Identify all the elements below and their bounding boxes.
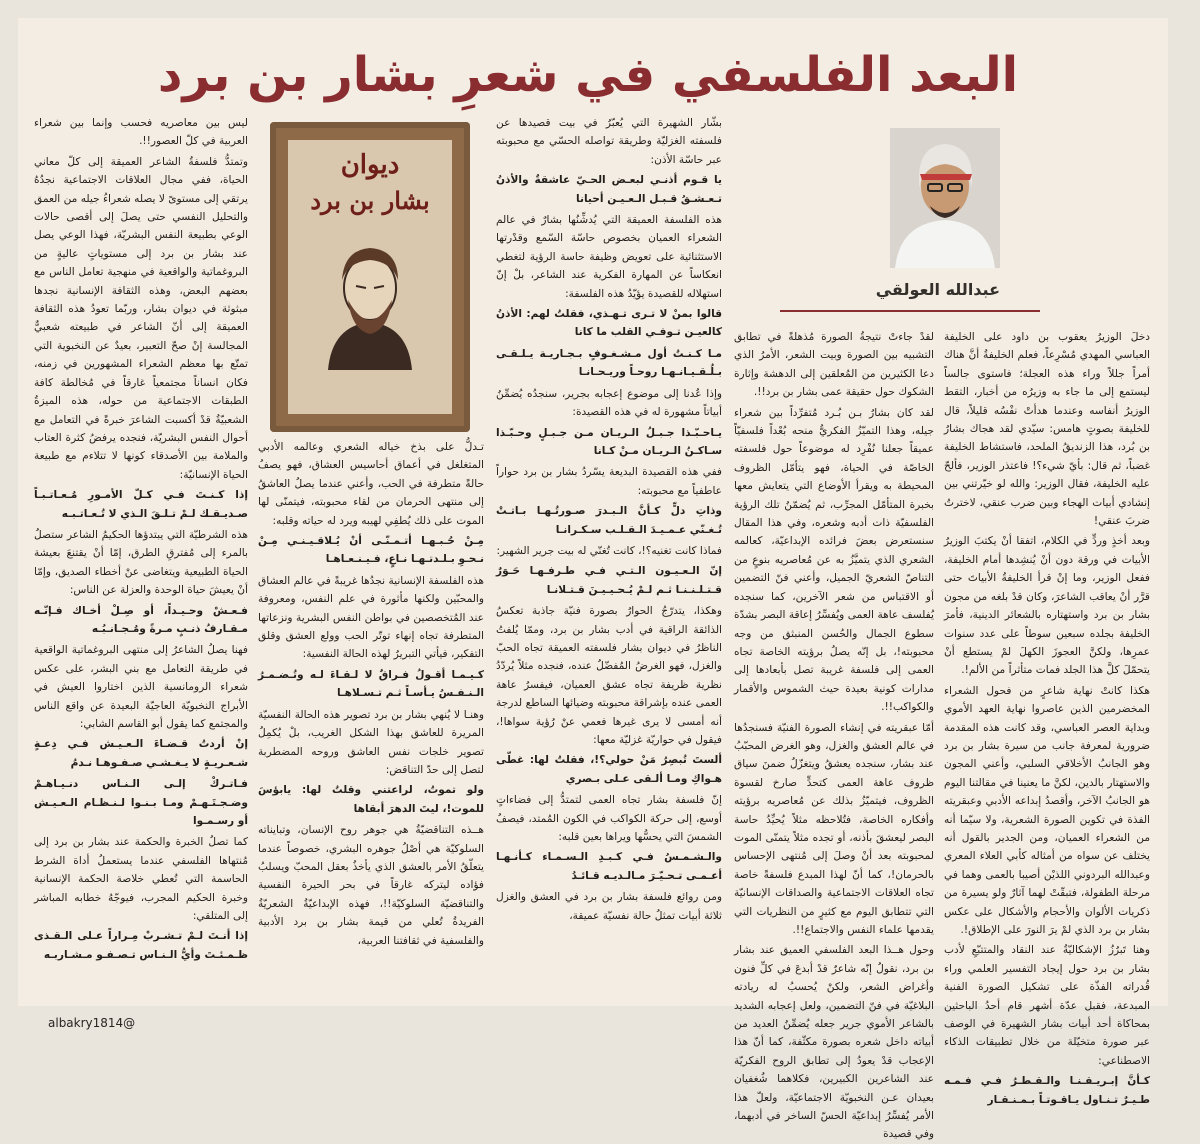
column-4: [258, 438, 484, 996]
article-paragraph: هــذه التناقضيّةُ هي جوهر روح الإنسان، وتبايناته السلوكيّة هي أصْلُ جوهره البشري، خصوصاً عندما يتعلّقُ الأمر بالعشق الذي يأخذُ بعقل المحبّ ويسلبُ فؤاده ليتركه غارقاً في بحر الحيرة النفسية والتناقضيّة السلوكيّة!!، فهذه الإبداعيّةُ الشعريّةُ الفريدةُ تُعلي من قيمة بشار بن برد الأدبية والفلسفية في ثقافتنا العربية،: [258, 824, 484, 947]
column-2: [734, 328, 934, 1141]
article-paragraph: وبعد أخذٍ وردٍّ في الكلام، اتفقا أنْ يكتبَ الوزيرُ الأبيات في ورقة دون أنْ يُنشِدها أمام الخليفة، ففعل الوزير، وما إنْ قرأ الخليفةُ الأبياتَ حتى قرَّر أنْ يعاقب الشاعرَ، وكان قدْ بلغه من مجون بشار بن برد واستهتاره بالشعائر الدينية، فأمرَ الخليفة بجلده سبعين سوطاً على عدد سنوات عمرِها، ولكنَّ العجوزَ الكهلَ لمْ يستطع أنْ يتحمّلَ كلَّ هذا الجلد فمات متأثراً من الألم!.: [944, 535, 1150, 677]
author-photo: [890, 128, 1000, 268]
poem-verse: والـشـمـسُ فـي كـبـدِ الـسـمـاء كـأنـهـا أعـمـى تـحـيّـرَ مـالـديـه قـائـدُ: [496, 851, 722, 882]
poem-verse: يـاحـبّـذا جـبـلُ الـريـان مـن جـبـلٍ وحـبّـذا سـاكـنُ الـريـان مـنْ كـانا: [496, 426, 722, 457]
article-headline: البعد الفلسفي في شعرِ بشار بن برد: [157, 47, 1019, 103]
poem-verse: مِـنْ حُـبـهـا أتـمـنّـى أنْ يُـلاقـيـنـي مِـنْ نـحـوِ بـلـدتـهـا نـاعٍ، فـيـنـعـاهـا: [258, 535, 484, 566]
poem-verse: كـيـمـا أقـولُ فـراقٌ لا لـقـاءَ لـه وتُـضـمـرُ الـنـفـسُ يـأسـاً ثـم تـسـلاهـا: [258, 668, 484, 700]
article-paragraph: دخلَ الوزيرُ يعقوب بن داود على الخليفة العباسي المهدي مُسْرِعاً، فعلم الخليفةُ أنَّ هناك أمراً جللاً وراء هذه العجلة؛ فاستوى جالساً ليستمع إلى ما جاء به وزيرُه من أخبار، التقط الوزيرُ أنفاسه وعندما هدأتْ نفْسُه قليلاً، قال للخليفة بصوتٍ هامس: سيّدي لقد هجاك بشارُ بن بُرد، هذا الزنديقُ الملحد، فاستشاط الخليفة غضباً، ثم قال: بأيّ شيء؟! فاعتذر الوزير، فألحّ عليه الخليفة، فقال الوزير: والله لو خيّرتني بين إنشادي أبيات الهجاء وبين ضرب عنقي، لاخترتُ ضربَ عنقي!: [944, 331, 1150, 528]
poem-verse: كـأنَّ إبـريـقـنـا والـقـطـرُ فـي فـمـه طـيـرٌ تـنـاول يـاقـوتـاً بـمـنـقـار: [944, 1075, 1150, 1106]
article-paragraph: كما تصلُ الخبرة والحكمة عند بشار بن برد إلى مُنتهاها الفلسفي عندما يستعملُ أداة الشرط الحاسمة التي تُعطي خلاصة الحكمة الإنسانية وخبرة الحكيم المجرب، فيوجّهُ خطابه المباشر إلى المتلقي:: [34, 836, 248, 923]
poem-verse: مـا كـنـتُ أول مـشـغـوفٍ بـجـاريـة يـلـقـى بـلُـقـيـانـهـا روحـاً وريـحـانـا: [496, 347, 722, 379]
poem-verse: وذاتِ دلٍّ كـأنَّ الـبـدرَ صـورتُـهـا بـاتـتْ تُـغـنّي عـمـيـدَ الـقـلـب سـكـرانـا: [496, 505, 722, 536]
article-paragraph: ومن روائع فلسفة بشار بن برد في العشق والغزل ثلاثة أبيات تمثلُ حالة نفسيّة عميقة،: [496, 891, 722, 922]
article-paragraph: أمّا عبقريته في إنشاء الصورة الفنيّة فسنجدُها في عالم العشق والغزل، وهو الغرض المحبّبُ عند بشار، سنجده يعشقُ ويتغزّلُ ضمنَ سياق ظروف عاهة العمى كتحدٍّ صارخ لقسوة الظروف، فيتميّزُ بذلك عن مُعاصريه برؤيته وأفكاره الخاصة، فتُلاحظه مثلاً يُحيِّدُ حاسة البصر ليعشقَ بأذنه، أو تجده مثلاً يتمنّى الموت لمحبوبته بعد أنْ وصلَ إلى مُنتهى الإحساس بالحرمان!، كما أنّ لهذا المبدع فلسفةً خاصة تجاه العلاقات الاجتماعية والصداقات الإنسانيّة التي تتطابق اليوم مع كثيرٍ من النظريات التي يقدمها علماء النفس والاجتماع!!.: [734, 721, 934, 936]
article-paragraph: هكذا كانتْ نهاية شاعرٍ من فحول الشعراء المخضرمين الذين عاصروا نهاية العهد الأموي وبداية العصر العباسي، وقد كانت هذه المقدمة ضرورية لمعرفة جانب من سيرة بشار بن برد وهو الجانبُ الأخلاقي السلبي، وأعني المجون والاستهتار بالدين، لكنَّ ما يعنينا في مقالتنا اليوم هو الجانبُ الآخر، وأقصدُ إبداعه الأدبي وعبقريته الفذة في تكوين الصورة الشعرية، ولا سيّما أنه من الشعراء العميان، ومن الجدير بالقول أنه يختلف عن سواه من أمثاله كأبي العلاء المعري وعبدالله البردوني اللذيْن أصيبا بالعمى وهما في مرحلة الطفولة، فتبقّتْ لهما آثارٌ ولو يسيرة من ذكريات الألوان والأحجام والأشكال على عكس بشار بن برد الذي لمْ يرَ النورَ على الإطلاق!.: [944, 684, 1150, 936]
article-paragraph: فماذا كانت تغنيه؟!، كانت تُغنّي له بيت جرير الشهير:: [496, 544, 722, 557]
author-portrait-image: [890, 128, 1000, 268]
book-cover-image: [270, 122, 470, 432]
article-paragraph: تـدلُّ على بذخ خياله الشعري وعالمه الأدبي المتغلغل في أعماق أحاسيس العشاق، فهو يصفُ حالةً متطرفة في الحب، وأعني عندما يصلُ العاشقُ إلى منتهى الحرمان من لقاء محبوبته، فيتمنّى لها الموت على ذلك يُطفِي لهيبه ويرد له حياته وقلبه:: [258, 441, 484, 527]
column-1: [944, 328, 1150, 1106]
author-name: عبدالله العولقي: [875, 280, 1000, 299]
poem-verse: إنْ أردتُ قـضـاءَ الـعـيـش فـي دِعـةٍ شـعـريـةٍ لا يـغـشـي صـفـوهـا نـدمُ: [34, 738, 248, 769]
article-paragraph: بشّار الشهيرة التي يُعبّرُ في بيت قصيدها عن فلسفته الغزليّة وطريقة تواصله الحسّي مع محبوبته عبر حاسّة الأذن:: [496, 117, 722, 166]
poem-verse: يا قـوم أذنـي لبعـض الحـيّ عاشقةٌ والأذنُ تـعـشـقُ قـبـل الـعـيـن أحيانا: [496, 174, 722, 205]
column-3: [496, 114, 722, 998]
article-paragraph: وحول هــذا البعد الفلسفي العميق عند بشار بن برد، نقولُ إنّه شاعرٌ قدْ أبدعَ في كلِّ فنون وأغراض الشعر، ولكنْ يُحسبُ له ريادته البلاغيّة في فنّ التضمين، ولعل إعجابه الشديد بالشاعر الأموي جرير جعله يُضمِّنُ العديد من أبياته داخل شعره بصورة مكثّفة، كما أنّ هذا الإعجاب قدْ يعودُ إلى تطابق الروح الفكريّة عند الشاعرين الكبيرين، فكلاهما شُغفيان بعيدان عـن النخبويّة الاجتماعيّة، ولعلّ هذا الأمر يُفسِّرُ إبداعيّة الحسّ الساخر في أدبهما، وفي قصيدة: [734, 944, 934, 1141]
article-paragraph: وإذا عُدنا إلى موضوع إعجابه بجرير، سنجدُه يُضمِّنُ أبياتاً مشهورة له في هذه القصيدة:: [496, 387, 722, 419]
article-paragraph: ليس بين معاصريه فحسب وإنما بين شعراء العربية في كلّ العصور!!.: [34, 117, 248, 148]
article-paragraph: لقدْ جاءتْ نتيجةُ الصورة مُذهلةً في تطابق التشبيه بين الصورة وبيت الشعر، الأمرُ الذي دعا الكثيرين من المُعلقين إلى الدهشة وإثارة الشكوك حول حقيقة عمى بشار بن برد!!.: [734, 331, 934, 399]
poem-verse: ولو تموتُ، لراعتني وقلتُ لها: يابؤسَ للموت!، ليتَ الدهرَ أبقاها: [258, 784, 484, 815]
article-paragraph: وهنا تَبرُزُ الإشكاليّةُ عند النقاد والمتتبّعِ لأدب بشار بن برد حول إيجاد التفسير العلمي وراء قُدراته الفذّة على تشكيل الصورة الفنية المبدعة، فقبل عدّة أشهر قام أحدُ الباحثين بمحاكاة أحد أبيات بشار الشهيرة في الوصف عبر صورة متخيّلة من خلال تطبيقات الذكاء الاصطناعي:: [944, 944, 1150, 1067]
column-5: [34, 114, 248, 998]
article-paragraph: هذه الشرطيّة التي يبتدؤها الحكيمُ الشاعر ستصلُ بالمرء إلى مُفترقِ الطرق، إمّا أنْ يقتنعَ بعيشة الحياة الطبيعية ويتغاضى عنْ أخطاء الصديق، وإمّا أنْ يعيشَ حياة الوحدة والعزلة عن الناس:: [34, 528, 248, 597]
article-paragraph: ففي هذه القصيدة البديعة يسّردُ بشار بن برد حواراً عاطفياً مع محبوبته:: [496, 466, 722, 497]
poem-verse: فـاتـركْ إلـى الـنـاس دنـيـاهـمْ وضـجـتَـهـمْ ومـا بـنـوا لـنـظـام الـعـيـش أو رسـمـوا: [34, 778, 248, 828]
article-paragraph: وهكذا، يتدرّجُ الحوارُ بصورة فنيّة جاذبة تعكسُ الذائقة الراقية في أدب بشار بن برد، وممّا يُلفتُ الناظرُ في ديوان بشار فلسفته العميقة تجاه الحبّ والغزل، فهو الغرضُ المُفضّلُ عنده، فنجده مثلاً يُردّدُ نظرية ظريفة تجاه عشق العميان، فيفسرُ عاهة العمى عنده بإشراقة محبوبته وضيائها الساطع لدرجة أنه أمسى لا يرى غيرها فعمي عنْ رُؤية سواها!، فيقول في حواريّة غزليّة معها:: [496, 605, 722, 746]
article-paragraph: وتمتدُّ فلسفةُ الشاعر العميقة إلى كلّ معاني الحياة، ففي مجال العلاقات الاجتماعية نجدُهُ يرتقي إلى مستوىً لا يصله شعراءُ جيله من العمق والتحليل النفسي حتى يصلَ إلى أقصى حالات الوعي بطبيعة النفس البشريّة، فهذا الوعي يصل عند بشار بن برد إلى مستوياتٍ عاليةٍ من البروغماتية والواقعية في منهجية تعامل الناس مع بعضهم البعض، وهذه الثقافة الإنسانية نجدها مبثوثة في ديوان بشار، وربّما تعودُ هذه الثقافة العميقة إلى أنّ الشاعر في طبيعته شعبيٌّ المجالسة إنْ صحّ التعبير، بعيدٌ عن النخبوية التي تمتّع بها معظم الشعراء المشهورين في زمنه، فكان انساناً مجتمعياً غارقاً في مُخالطة كافة الطبقات الاجتماعية من حوله، هذه الميزةُ الشعبيّةُ قدْ أكسبت الشاعرَ خبرةً في التعامل مع أحوال النفس البشريّة، فنجده يرفضُ كثرة العتاب والملامة بين الأصدقاء كونها لا تتلاءم مع طبيعة الحياة الإنسانيّة:: [34, 155, 248, 481]
article-paragraph: هذه الفلسفة الإنسانية نجدُها غريبةً في عالم العشاق والمحبّين ولكنها مأثورة في علم النفس، ومعروفة عند المُتخصصين في بواطن النفس البشرية ونزعاتها المتطرفة تجاه إنهاء توتّر الحب وولع العشق وقلق التفكير، فيأتي التبريرُ لهذه الحالة النفسية:: [258, 574, 484, 661]
poem-verse: إنّ الـعـيـون الـتـي فـي طـرفـهـا حَـوَرٌ قـتـلـنـنـا ثـم لـمْ يُـحـيـيـنَ قـتـلانـا: [496, 565, 722, 596]
book-title-line1: ديوان: [340, 150, 400, 180]
author-divider: [780, 310, 1040, 312]
article-paragraph: هذه الفلسفة العميقة التي يُدشِّنُها بشارٌ في عالم الشعراء العميان بخصوص حاسّة السّمع وقدْرتها الاستثنائية على تعويض وظيفة حاسة الرؤية لتغطي انعكاساً عن المهارة الفكرية عند الشاعر، بلْ إنّ استهلاله للقصيدة يؤيّدُ هذه الفلسفة:: [496, 214, 722, 300]
book-cover-panel: [288, 140, 452, 414]
article-paragraph: لقد كان بشارُ بـن بُـرد مُتفرِّداً بين شعراء جيله، وهذا التميّزُ الفكريُّ منحه بُعْداً فلسفيّاً عميقاً جعلنا نُفْرِد له موضوعاً حول فلسفته الخاصّة في الحياة، فهو يتأمّل الظروف المحيطة به ويقرأ الأوضاع التي يتعايش معها بخبرة المتأمّل المجرِّب، ثم يُضمّنُ تلك الرؤية الفلسفيّة ذات أدبه وشعره، وفي هذا المقال سنستعرض بعضَ فرائده الإبداعيّة، كعالمه الشعري الذي يتميَّزُ به عن مُعاصريه بنوعٍ من التناصّ الشعريّ الجميل، وأعني فنّ التضمين أو الاقتباس من شعر الآخرين، كما سنجده يُفلسف عاهة العمى ويُفسِّرُ إعاقة البصر بشدّة سطوع الجمال والحُسن المنبثق من وجه محبوبته!، بل إنّه يصلُ برؤيته الخاصة تجاه العمى إلى فلسفة غريبة تصل بأبعادها إلى مدارات كونية بعيدة حيث الشموس والأقمار والكواكب!!.: [734, 406, 934, 714]
poem-verse: قالوا بمنْ لا تـرى تـهـذي، فقلتُ لهم: الأذنُ كالعيـن تـوفـي القلب ما كانا: [496, 308, 722, 339]
article-paragraph: فهنا يصلُ الشاعرُ إلى منتهى البروغماتية الواقعية في طريقة التعامل مع بني البشر، على عكس شعراء الرومانسية الذين اختاروا العيش في الأبراج النخبويّة العاجيّة البعيدة عن واقع الناس والمجتمع كما يقول أبو القاسم الشابي:: [34, 644, 248, 730]
article-paragraph: إنّ فلسفة بشار تجاه العمى لتمتدُّ إلى فضاءاتٍ أوسع، إلى حركة الكواكب في الكون المُمتد، فيصفُ الشمسَ التي يحسُّها ويراها بعين قلبه:: [496, 794, 722, 844]
poem-verse: إذا أنـتَ لـمْ تـشـربْ مِـراراً عـلى الـقـذى ظـمـئـتَ وأيُّ الـنـاس تـصـفـو مـشـاربـه: [34, 930, 248, 961]
poem-verse: ألستَ تُبصِرُ مَنْ حولي؟!، فقلتُ لها: غطّى هـواكِ ومـا ألـقى عـلى بـصري: [496, 754, 722, 785]
newspaper-page: [18, 18, 1168, 1141]
book-title-line2: بشار بن برد: [310, 186, 430, 215]
author-block: [780, 128, 1000, 328]
poem-verse: إذا كـنـتَ فـي كـلّ الأمـورِ مُـعـاتـبـاً صـديـقـك لـمْ تـلـقَ الـذي لا تُـعـاتـبـه: [34, 489, 248, 520]
book-portrait-illustration: [318, 230, 422, 370]
article-paragraph: وهنـا لا يُنهي بشار بن برد تصوير هذه الحالة النفسيّة المريرة للعاشق بهذا الشكل الغريب، بلْ يُكمِلُ تصوير خلجات نفس العاشق وروحه المضطربة لتصل إلى حدّ التناقض:: [258, 708, 484, 776]
author-social-handle: albakry1814@: [48, 1016, 136, 1030]
poem-verse: فـعـشْ وحـيـداً، أو صِـلْ أخـاك فـإنّـه مـقـارفُ ذنـبٍ مـرةً ومُـجـانـبُـه: [34, 604, 248, 635]
